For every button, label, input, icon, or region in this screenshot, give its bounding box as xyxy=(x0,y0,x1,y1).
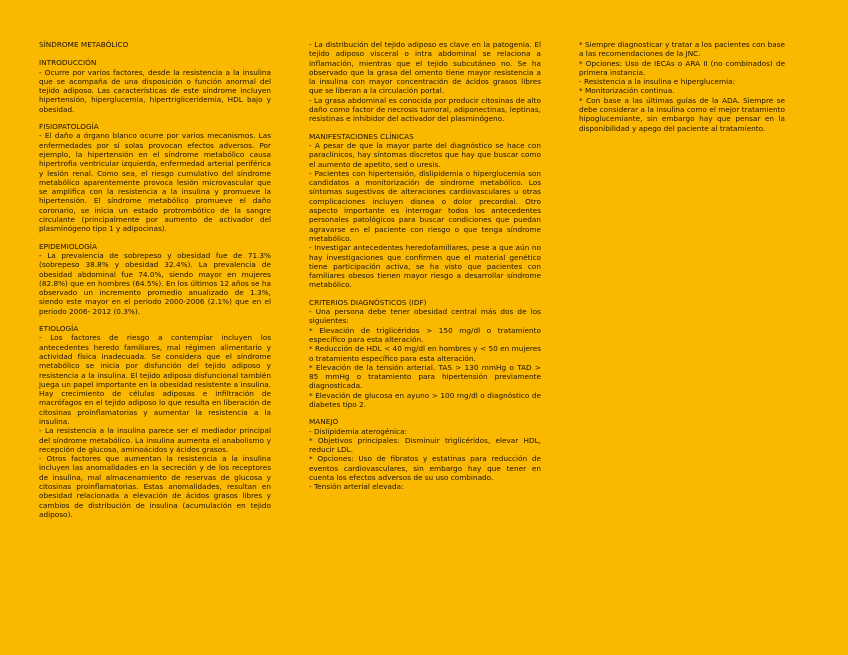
paragraph: * Con base a las últimas guías de la ADA. Siempre se debe considerar a la insulina como el mejor tratamiento hipoglucemiante, sin embargo hay que pensar en la disponibilidad y apego del paciente al tratamiento. xyxy=(579,95,785,133)
paragraph: - El daño a órgano blanco ocurre por varios mecanismos. Las enfermedades por sí solas provocan efectos adversos. Por ejemplo, la hipertensión en el síndrome metabólico causa hipertrofia ventricular izquierda, enfermedad arterial periférica y lesión renal. Como sea, el riesgo cumulativo del síndrome metabólico aparentemente provoca lesión microvascular que se amplifica con la resistencia a la insulina y promueve la hipertensión. El síndrome metabólico promueve el daño coronario, se inicia un estado protrombótico de la sangre circulante (principalmente por aumento de activador del plasminógeno tipo 1 y adipocinas). xyxy=(39,131,271,234)
section-etiologia-continued xyxy=(309,40,541,124)
paragraph: - La resistencia a la insulina parece ser el mediador principal del síndrome metabólico. La insulina aumenta el anabolismo y recepción de glucosa, aminoácidos y ácidos grasos. xyxy=(39,426,271,454)
paragraph: - Dislipidemia aterogénica: xyxy=(309,426,408,436)
section-manejo xyxy=(309,417,541,491)
paragraph: - La prevalencia de sobrepeso y obesidad fue de 71.3% (sobrepeso 38.8% y obesidad 32.4%). La prevalencia de obesidad abdominal fue 74.0%, siendo mayor en mujeres (82.8%) que en hombres (64.5%). En los últimos 12 años se ha observado un incremento promedio anualizado de 1.3%, siendo este mayor en el periodo 2000-2006 (2.1%) que en el periodo 2006- 2012 (0.3%). xyxy=(39,250,271,316)
heading-criterios: CRITERIOS DIAGNÓSTICOS (IDF) xyxy=(309,297,427,307)
paragraph: * Reducción de HDL < 40 mg/dl en hombres y < 50 en mujeres o tratamiento específico para esta alteración. xyxy=(309,344,541,363)
paragraph: - La grasa abdominal es conocida por producir citosinas de alto daño como factor de necrosis tumoral, adiponectinas, leptinas, resistinas e inhibidor del activador del plasminógeno. xyxy=(309,95,541,124)
heading-introduccion: INTRODUCCIÓN xyxy=(39,58,97,68)
paragraph: * Elevación de glucosa en ayuno > 100 mg/dl o diagnóstico de diabetes tipo 2. xyxy=(309,390,541,409)
paragraph: - Los factores de riesgo a contemplar incluyen los antecedentes heredo familiares, mal régimen alimentario y actividad física inadecuada. Se considera que el síndrome metabólico se inicia por disfunción del tejido adiposo y resistencia a la insulina. El tejido adiposo disfuncional también juega un papel importante en la obesidad resistente a insulina. Hay crecimiento de células adiposas e infiltración de macrófagos en el tejido adiposo lo que resulta en liberación de citosinas proinflamatorias y aumentar la resistencia a la insulina. xyxy=(39,333,271,426)
heading-fisiopatologia: FISIOPATOLOGÍA xyxy=(39,122,99,132)
column-1 xyxy=(39,40,271,527)
section-fisiopatologia xyxy=(39,122,271,234)
section-epidemiologia xyxy=(39,242,271,316)
paragraph: - Resistencia a la insulina e hiperglucemia: xyxy=(579,77,736,87)
paragraph: - A pesar de que la mayor parte del diagnóstico se hace con paraclínicos, hay síntomas discretos que hay que buscar como el aumento de apetito, sed o uresis. xyxy=(309,140,541,169)
paragraph: - Ocurre por varios factores, desde la resistencia a la insulina que se acompaña de una disposición o función anormal del tejido adiposo. Las características de este síndrome incluyen hipertensión, hiperglucemia, hipertrigliceridemia, HDL bajo y obesidad. xyxy=(39,67,271,114)
paragraph: * Objetivos principales: Disminuir triglicéridos, elevar HDL, reducir LDL. xyxy=(309,435,541,455)
paragraph: - Una persona debe tener obesidad central más dos de los siguientes: xyxy=(309,307,541,326)
paragraph: * Siempre diagnosticar y tratar a los pacientes con base a las recomendaciones de la JNC. xyxy=(579,40,785,59)
paragraph: * Monitorización continua. xyxy=(579,86,675,96)
heading-etiologia: ETIOLOGÍA xyxy=(39,324,79,334)
paragraph: - La distribución del tejido adiposo es clave en la patogenia. El tejido adiposo visceral o intra abdominal se relaciona a inflamación, mientras que el tejido subcutáneo no. Se ha observado que la grasa del omento tiene mayor resistencia a la insulina con mayor concentración de ácidos grasos libres que se liberan a la circulación portal. xyxy=(309,40,541,96)
column-2 xyxy=(309,40,541,500)
paragraph: * Opciones: Uso de IECAs o ARA II (no combinados) de primera instancia. xyxy=(579,58,785,77)
section-introduccion xyxy=(39,58,271,114)
section-criterios xyxy=(309,298,541,410)
heading-manejo: MANEJO xyxy=(309,417,339,427)
paragraph: - Otros factores que aumentan la resistencia a la insulina incluyen las anomalidades en la secreción y de los receptores de insulina, mal almacenamiento de reservas de glucosa y citosinas proinflamatorias. Estas anomalidades, resultan en obesidad relacionada a elevación de ácidos grasos libres y cambios de distribución de insulina (acumulación en tejido adiposo). xyxy=(39,454,271,519)
paragraph: * Opciones: Uso de fibratos y estatinas para reducción de eventos cardiovasculares, sin embargo hay que tener en cuenta los efectos adversos de su uso combinado. xyxy=(309,454,541,483)
paragraph: - Investigar antecedentes heredofamiliares, pese a que aún no hay investigaciones que confirmen que el material genético tiene participación activa, se ha visto que pacientes con familiares obesos tienen mayor riesgo a desarrollar síndrome metabólico. xyxy=(309,243,541,290)
column-3 xyxy=(579,40,785,141)
section-manifestaciones xyxy=(309,132,541,290)
section-etiologia xyxy=(39,324,271,519)
paragraph: * Elevación de triglicéridos > 150 mg/dl o tratamiento específico para esta alteración. xyxy=(309,325,541,344)
section-manejo-continued xyxy=(579,40,785,133)
paragraph: - Pacientes con hipertensión, dislipidemia o hiperglucemia son candidatos a monitorización de síndrome metabólico. Los síntomas sugestivos de alteraciones cardiovasculares u otras complicaciones incluyen disnea o dolor precordial. Otro aspecto importante es interrogar todos los antecedentes personales patológicos para buscar condiciones que puedan agravarse en el paciente con riesgo o que tenga síndrome metabólico. xyxy=(309,168,541,243)
paragraph: - Tensión arterial elevada: xyxy=(309,482,404,492)
document-title: SÍNDROME METABÓLICO xyxy=(39,40,129,49)
paragraph: * Elevación de la tensión arterial. TAS > 130 mmHg o TAD > 85 mmHg o tratamiento para hipertensión previamente diagnosticada. xyxy=(309,362,541,391)
heading-manifestaciones: MANIFESTACIONES CLÍNICAS xyxy=(309,131,414,141)
heading-epidemiologia: EPIDEMIOLOGÍA xyxy=(39,241,97,251)
